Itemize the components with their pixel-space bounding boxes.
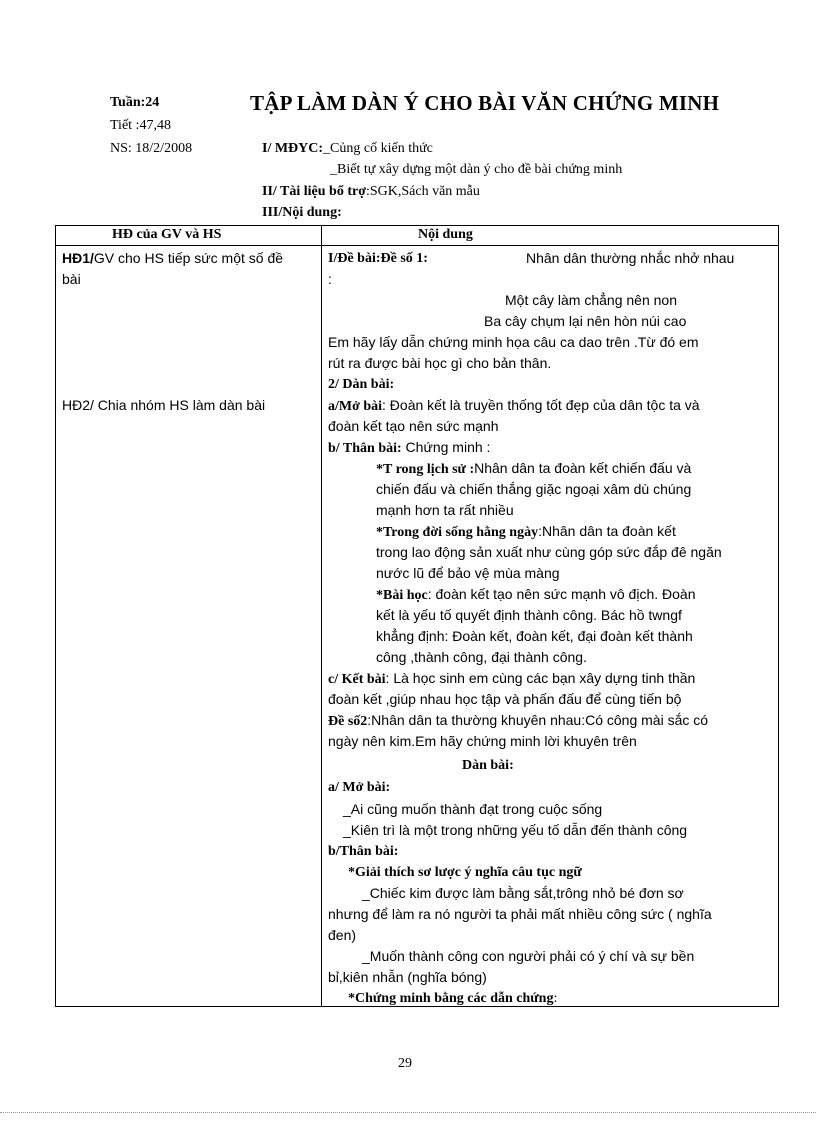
conclusion-line-2: đoàn kết ,giúp nhau học tập và phấn đấu để cùng tiến bộ: [328, 691, 682, 707]
task-line-1: Em hãy lấy dẫn chứng minh họa câu ca dao trên .Từ đó em: [328, 334, 699, 350]
col-header-content: Nội dung: [418, 227, 473, 242]
page-number: 29: [398, 1056, 412, 1071]
col-header-activities: HĐ của GV và HS: [112, 227, 222, 242]
intro-label: a/Mở bài: [328, 399, 383, 414]
explain-line-3: đen): [328, 927, 357, 943]
topic-2-line-1: [328, 710, 708, 732]
activity-1: [62, 248, 283, 269]
objectives-label: I/ MĐYC:: [262, 141, 324, 156]
table-header-rule: [55, 245, 779, 246]
lesson-line-4: công ,thành công, đại thành công.: [376, 649, 587, 665]
body-text: Chứng minh :: [401, 439, 491, 455]
table-top-rule: [55, 225, 779, 226]
lesson-line-1: [376, 584, 696, 606]
prove-heading: [348, 988, 557, 1009]
prove-label: *Chứng minh bằng các dẫn chứng: [348, 991, 554, 1006]
outline-2-intro-label: a/ Mở bài:: [328, 780, 391, 795]
history-line-3: mạnh hơn ta rất nhiều: [376, 502, 514, 518]
lesson-line-2: kết là yếu tố quyết định thành công. Bác hồ twngf: [376, 607, 682, 623]
outline-2-intro-2: _Kiên trì là một trong những yếu tố dẫn đến thành công: [343, 822, 688, 838]
period-label: Tiết :47,48: [110, 118, 171, 133]
history-line-1: [376, 458, 691, 480]
task-line-2: rút ra được bài học gì cho bản thân.: [328, 355, 552, 371]
activity-2: HĐ2/ Chia nhóm HS làm dàn bài: [62, 397, 266, 413]
objective-1: _Củng cố kiến thức: [323, 141, 433, 156]
intro-line-2: đoàn kết tạo nên sức mạnh: [328, 418, 499, 434]
intro-text: : Đoàn kết là truyền thống tốt đẹp của dân tộc ta và: [382, 397, 700, 413]
topic-2-line-2: ngày nên kim.Em hãy chứng minh lời khuyên trên: [328, 733, 637, 749]
activity-1-cont: bài: [62, 271, 81, 287]
explain-line-5: bỉ,kiên nhẫn (nghĩa bóng): [328, 969, 487, 985]
lesson-text-1: : đoàn kết tạo nên sức mạnh vô địch. Đoàn: [427, 586, 696, 602]
outline-2-intro-1: _Ai cũng muốn thành đạt trong cuộc sống: [343, 801, 603, 817]
history-text-1: Nhân dân ta đoàn kết chiến đấu và: [474, 460, 692, 476]
daily-label: *Trong đời sống hằng ngày: [376, 525, 539, 540]
footer-dotted-rule: [0, 1112, 816, 1113]
conclusion-text-1: : Là học sinh em cùng các bạn xây dựng tinh thần: [385, 670, 696, 686]
objectives-row: [262, 141, 433, 157]
topic-1-label: I/Đề bài:Đề số 1:: [328, 251, 428, 266]
prove-colon: :: [553, 991, 558, 1006]
daily-text-1: :Nhân dân ta đoàn kết: [538, 523, 676, 539]
body-label: b/ Thân bài:: [328, 441, 402, 456]
intro-line-1: [328, 395, 700, 417]
conclusion-line-1: [328, 668, 695, 690]
date-label: NS: 18/2/2008: [110, 141, 193, 156]
activity-1-text: GV cho HS tiếp sức một số đề: [93, 250, 284, 266]
topic-2-label: Đề số2: [328, 714, 368, 729]
week-label: Tuần:24: [110, 95, 160, 110]
materials-row: [262, 184, 480, 200]
topic-1-heading: [328, 248, 428, 269]
explain-line-2: nhưng để làm ra nó người ta phải mất nhiều công sức ( nghĩa: [328, 906, 712, 922]
page-title: TẬP LÀM DÀN Ý CHO BÀI VĂN CHỨNG MINH: [250, 91, 720, 115]
daily-line-1: [376, 521, 676, 543]
outline-2-body-label: b/Thân bài:: [328, 844, 399, 859]
topic-1-colon: :: [328, 271, 332, 287]
lesson-line-3: khẳng định: Đoàn kết, đoàn kết, đại đoàn kết thành: [376, 628, 693, 644]
conclusion-label: c/ Kết bài: [328, 672, 386, 687]
outline-heading: 2/ Dàn bài:: [328, 377, 395, 392]
content-label: III/Nội dung:: [262, 205, 342, 220]
daily-line-2: trong lao động sản xuất như cùng góp sức đắp đê ngăn: [376, 544, 722, 560]
outline-2-title: Dàn bài:: [462, 758, 514, 773]
body-heading: [328, 437, 490, 459]
history-label: *T rong lịch sử :: [376, 462, 475, 477]
poem-line-1: Một cây làm chẳng nên non: [505, 292, 677, 308]
topic-1-text: Nhân dân thường nhắc nhở nhau: [526, 250, 735, 266]
lesson-label: *Bài học: [376, 588, 428, 603]
topic-2-text-1: :Nhân dân ta thường khuyên nhau:Có công mài sắc có: [367, 712, 709, 728]
explain-line-4: _Muốn thành công con người phải có ý chí và sự bền: [362, 948, 695, 964]
history-line-2: chiến đấu và chiến thắng giặc ngoại xâm dù chúng: [376, 481, 692, 497]
materials-text: :SGK,Sách văn mẫu: [365, 184, 480, 199]
table-middle-rule: [321, 225, 322, 1007]
objective-2: _Biết tự xây dựng một dàn ý cho đề bài chứng minh: [330, 162, 623, 177]
explain-line-1: _Chiếc kim được làm bằng sắt,trông nhỏ bé đơn sơ: [362, 885, 684, 901]
activity-1-label: HĐ1/: [62, 250, 94, 266]
daily-line-3: nước lũ để bảo vệ mùa màng: [376, 565, 560, 581]
table-right-rule: [778, 225, 779, 1007]
poem-line-2: Ba cây chụm lại nên hòn núi cao: [484, 313, 687, 329]
explain-heading: *Giải thích sơ lược ý nghĩa câu tục ngữ: [348, 865, 582, 880]
materials-label: II/ Tài liệu bổ trợ: [262, 184, 366, 199]
table-left-rule: [55, 225, 56, 1007]
